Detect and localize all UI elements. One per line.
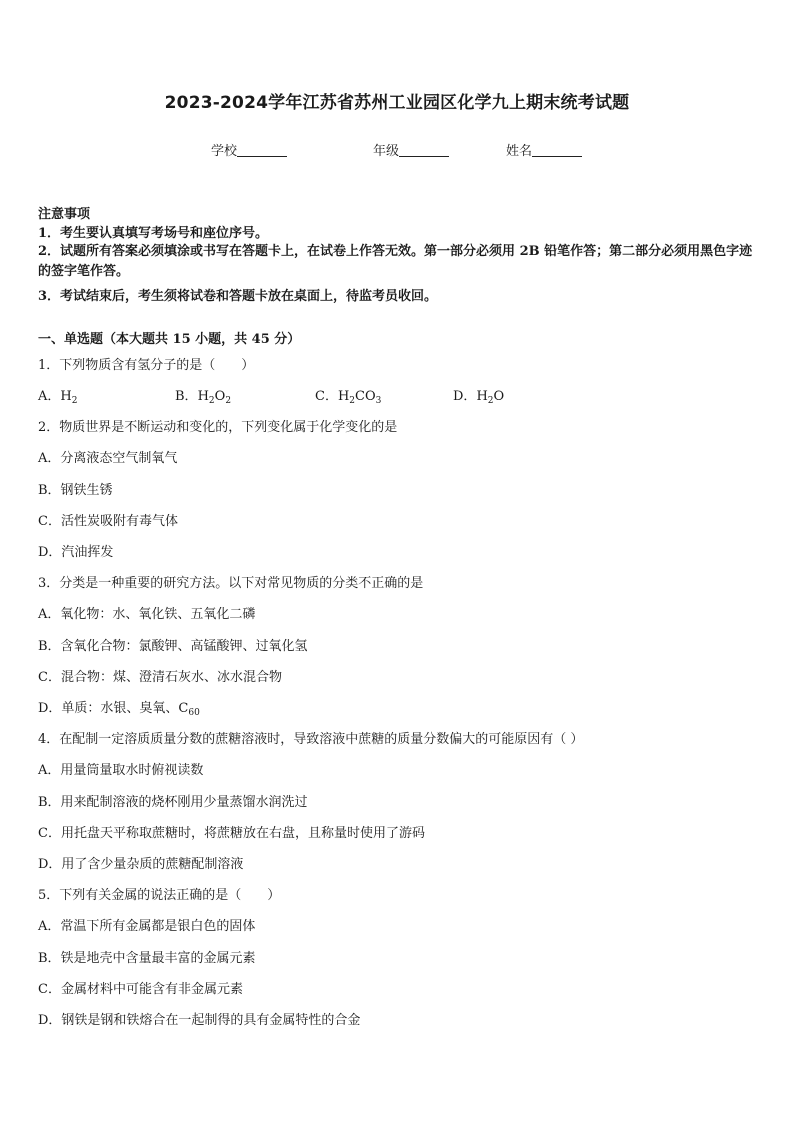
question-stem: 2．物质世界是不断运动和变化的，下列变化属于化学变化的是 xyxy=(38,420,398,435)
option-c[interactable]: C．$H_2CO_3$ xyxy=(315,389,382,406)
note-item: 1．考生要认真填写考场号和座位序号。 xyxy=(38,226,269,241)
question-stem: 4．在配制一定溶质质量分数的蔗糖溶液时，导致溶液中蔗糖的质量分数偏大的可能原因有（ ） xyxy=(38,732,584,747)
option-d[interactable]: D．汽油挥发 xyxy=(38,545,114,560)
option-d[interactable]: D．用了含少量杂质的蔗糖配制溶液 xyxy=(38,857,244,872)
name-field[interactable] xyxy=(506,140,582,159)
option-a[interactable]: A．分离液态空气制氧气 xyxy=(38,451,178,466)
school-label: 学校 xyxy=(211,144,238,159)
name-blank[interactable] xyxy=(532,143,582,157)
option-c[interactable]: C．用托盘天平称取蔗糖时，将蔗糖放在右盘，且称量时使用了游码 xyxy=(38,826,425,841)
option-a[interactable]: A．用量筒量取水时俯视读数 xyxy=(38,763,204,778)
school-field[interactable] xyxy=(211,140,287,159)
option-d[interactable]: D．$H_2O$ xyxy=(453,389,505,406)
option-b[interactable]: B．钢铁生锈 xyxy=(38,483,113,498)
option-b[interactable]: B．铁是地壳中含量最丰富的金属元素 xyxy=(38,951,256,966)
notes-heading: 注意事项 xyxy=(38,207,91,222)
option-c[interactable]: C．活性炭吸附有毒气体 xyxy=(38,514,178,529)
option-b[interactable]: B．用来配制溶液的烧杯刚用少量蒸馏水润洗过 xyxy=(38,795,308,810)
note-item: 3．考试结束后，考生须将试卷和答题卡放在桌面上，待监考员收回。 xyxy=(38,289,438,304)
question-stem: 3．分类是一种重要的研究方法。以下对常见物质的分类不正确的是 xyxy=(38,576,424,591)
grade-blank[interactable] xyxy=(399,143,449,157)
option-d[interactable]: D．钢铁是钢和铁熔合在一起制得的具有金属特性的合金 xyxy=(38,1013,361,1028)
option-c[interactable]: C．金属材料中可能含有非金属元素 xyxy=(38,982,243,997)
option-b[interactable]: B．含氧化合物：氯酸钾、高锰酸钾、过氧化氢 xyxy=(38,639,308,654)
note-item: 2．试题所有答案必须填涂或书写在答题卡上，在试卷上作答无效。第一部分必须用 2B 铅笔作答；第二部分必须用黑色字迹的签字笔作答。 xyxy=(38,244,753,279)
grade-field[interactable] xyxy=(373,140,449,159)
option-a[interactable]: A．常温下所有金属都是银白色的固体 xyxy=(38,919,256,934)
question-stem: 5．下列有关金属的说法正确的是（ ） xyxy=(38,888,281,903)
grade-label: 年级 xyxy=(373,144,400,159)
option-a[interactable]: A．氧化物：水、氧化铁、五氧化二磷 xyxy=(38,607,256,622)
school-blank[interactable] xyxy=(237,143,287,157)
option-b[interactable]: B．$H_2O_2$ xyxy=(175,389,232,406)
option-d[interactable]: D．单质：水银、臭氧、$C_{60}$ xyxy=(38,701,200,718)
name-label: 姓名 xyxy=(506,144,533,159)
page-title: 2023-2024学年江苏省苏州工业园区化学九上期末统考试题 xyxy=(164,93,630,113)
option-c[interactable]: C．混合物：煤、澄清石灰水、冰水混合物 xyxy=(38,670,282,685)
section-heading: 一、单选题（本大题共 15 小题，共 45 分） xyxy=(38,332,301,347)
option-a[interactable]: A．$H_2$ xyxy=(38,389,78,406)
question-stem: 1．下列物质含有氢分子的是（ ） xyxy=(38,358,255,373)
